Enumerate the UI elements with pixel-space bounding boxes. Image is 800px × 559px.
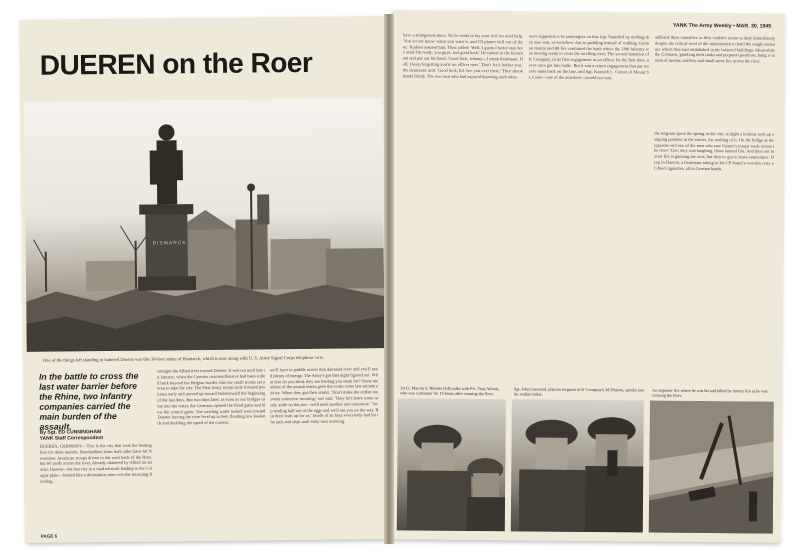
byline (40, 429, 150, 442)
soldiers-photo-2 (511, 399, 644, 532)
soldier-photo-caption-2: Sgt. John Garwood, platoon sergeant of K Company's 3d Platoon, speaks into his walkie-talkie. (513, 386, 645, 397)
byline-author: By Sgt. ED CUNNINGHAM (39, 429, 102, 436)
right-body-column-3: the sergeant spent the spring in the city; at night a lookout took up a sniping position in the streets, the nothing of it. On the bridge at the opposite end one of the men who saw Gustav's troops wade across the river: 'Gee, they was laughing, those darned GIs. And then our mortar fire is gunning me over, but they've got to leave sometimes.' Deep in Dueren, a lieutenant taking to his CP found a wooden crate of dried cigarettes, all in German hands. (653, 130, 775, 171)
left-body-column-1: DUEREN, GERMANY—This is the city that took the beating first for three months. Bombardiers from both sides have hit November. American troops driven to the west bank of the Roer, but 60 yards across the river. Already shattered by Allied air attacks, Dueren—the last city in a road network leading to the Cologne plain—looked like a devastation area over the incoming flooding. (39, 442, 153, 484)
page-number-left: PAGE 6 (40, 533, 58, 539)
engineer-photo (649, 401, 774, 534)
riverbank-illustration (649, 401, 774, 534)
right-page (389, 10, 786, 542)
main-photo-caption: One of the things left standing in battered Dueren was this 30-foot statue of Bismarck, which is now along with U. S. Army Signal Corps telephone wire. (42, 354, 325, 363)
right-body-column-2: were supposed to be passengers on that trip. Snatched by nothing they saw was, or somehow, due to paddling instead of walking. German mortar and 88 fire continued the bank where the 18th Infantry was moving ready to cross the swelling river. The second battalion of K Company, in its first engagement as an officer for the first time, never once got into battle. But it was a return engagement that put reserve units back on the line, and Sgt. Kenneth L. Cotton of Mount St. Louis—one of the attackers—would not wait. (528, 33, 650, 80)
right-body-column-1: have a strangeness there. No be ready to lay your in if we need help. 'You let me know when you want it, and I'll plaster hell out of them,' Kudsen assured him. Then added: 'Well, I guess I better stay here until I'm ready, you guys, and good luck.' He turned to the lieutenant and put out his hand. 'Good luck, Johnny—I mean lieutenant. Hell, I keep forgetting you're an officer now.' 'Don't let it bother you,' the lieutenant said. 'Good luck, Ed. See you over there.' They shook hands firmly. The two men who had enjoyed knowing each other. (402, 32, 524, 79)
bismarck-statue-photo (24, 98, 385, 352)
left-body-column-3: we'll have to paddle across that dammed river and you'll need plenty of energy. The Army's got that night figured out. What else do you think they are feeding you steak for? Some members of the assault teams gave the cooks some last-minute advice. When they got their steaks, 'Don't make the coffee too sweet tomorrow morning,' one said. 'They let's leave some candy aside on the pot—we'll need another one tomorrow.' 'Stop reading half out of the eggs and we'll see you on the way. But don't wait up for us.' Inside of an hour everybody had hit the sack and slept until early next morning. (269, 366, 379, 425)
binding-gutter (384, 14, 394, 544)
article-subhead: In the battle to cross the last water barrier before the Rhine, two Infantry companies carried the main burden of the assault. (38, 370, 139, 432)
byline-title: YANK Staff Correspondent (39, 435, 104, 442)
running-head: YANK The Army Weekly • MAR. 30, 1945 (672, 22, 772, 30)
statue-label: BISMARCK (152, 240, 187, 247)
ruins-illustration (24, 98, 385, 352)
soldier-illustration-2 (511, 399, 644, 532)
soldiers-photo-1 (397, 398, 506, 531)
left-body-column-2: stronger the Allied river toward Dueren. It was not until late in January, when the German counteroffensive had been rolled back beyond the Belgian border, that our small troops set about to take the city. The First Army troops took forward positions early and moved up toward Rubenswald the beginning of the last days. But two days later, as soon as our bridges came into the water, the Germans opened the flood gates and blew the control gates. The swirling water rushed west toward Dueren leaving the river level up to feet, flooding low lowlands and doubling the speed of the current. (156, 367, 266, 426)
soldier-illustration-1 (397, 398, 506, 531)
article-headline: DUEREN on the Roer (39, 46, 313, 81)
soldier-photo-caption-1: 1st Lt. Marvin S. Rhodes (left) talks with Pfc. Tony Woods, who was a prisoner for 15 hours after crossing the Roer. (399, 385, 500, 397)
left-page (19, 16, 390, 543)
right-body-column-3-lead: suffered three casualties so they couldn't return to duty immediately despite the critical need of the infantrymen to hold the rough enclosure which they had established in the battered buildings. Meanwhile the Germans, grabbing their tanks and prepared positions, hung a curtain of mortar, artillery and small-arms fire across the river. (654, 34, 776, 64)
engineer-photo-caption: An engineer lies where he was hit and killed by mortar fire as he was crossing the Roer. (651, 387, 768, 398)
